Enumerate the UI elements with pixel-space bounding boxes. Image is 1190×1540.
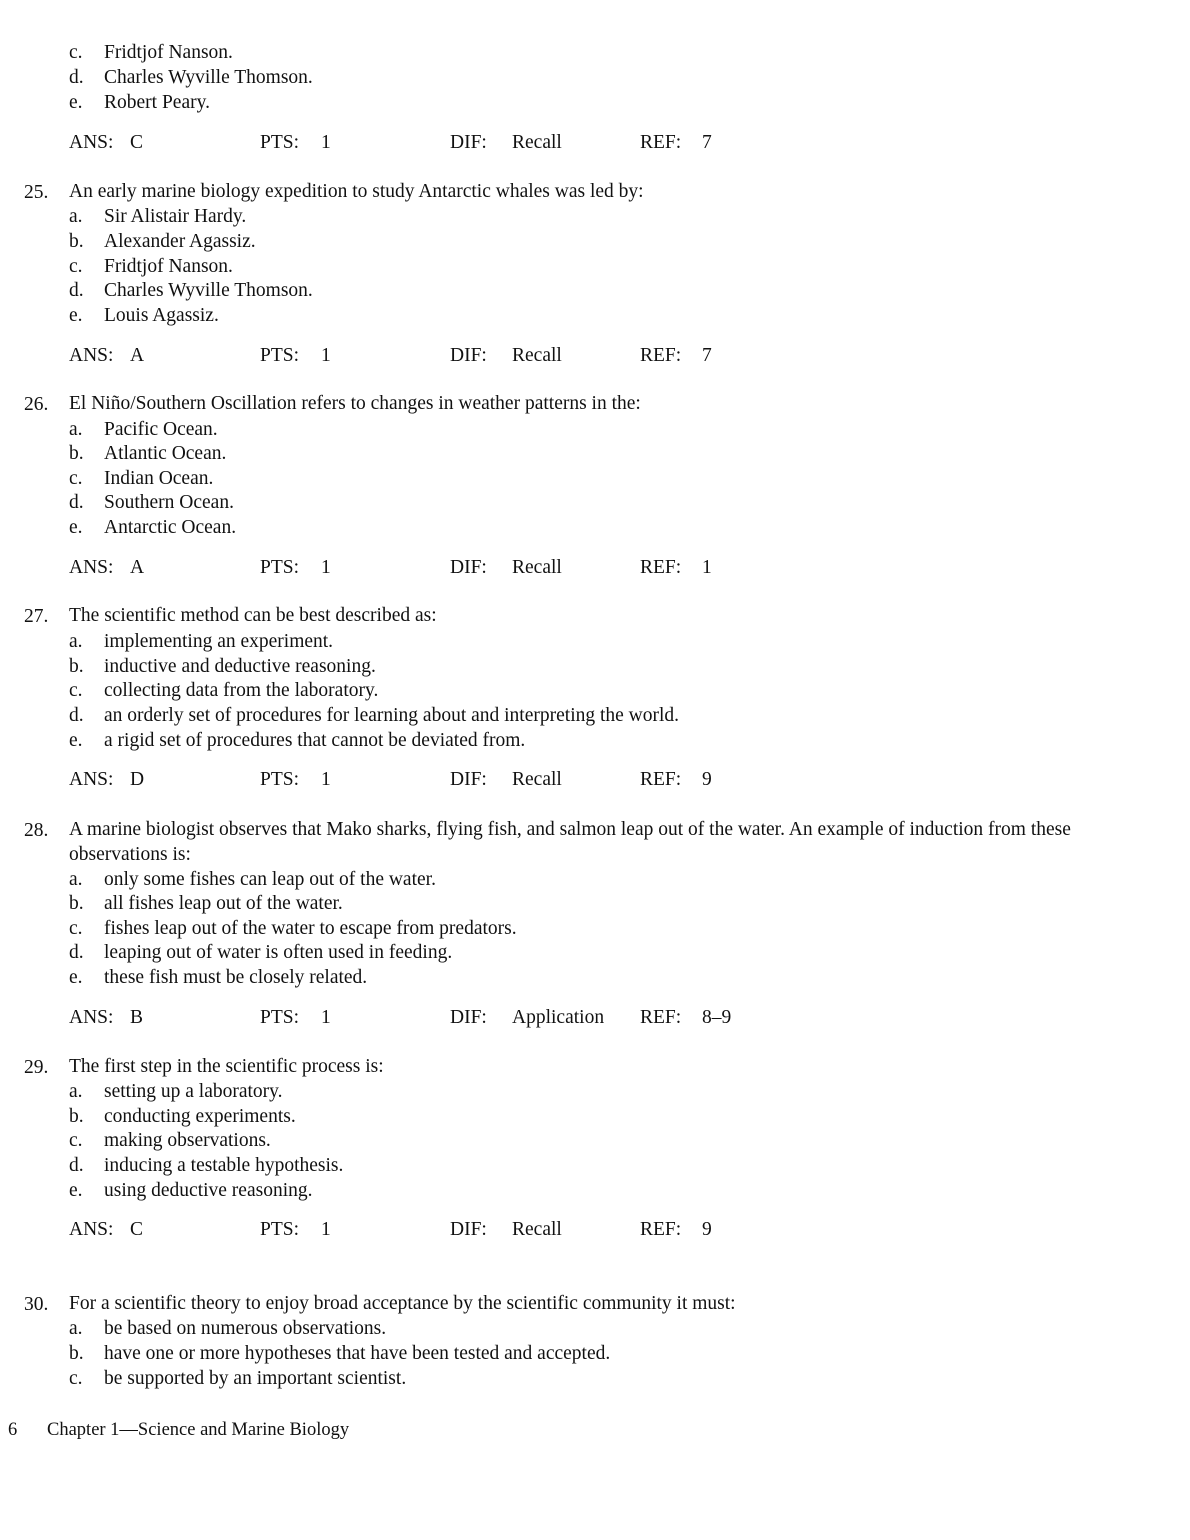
option-text: making observations. [104,1130,271,1151]
option-text: Robert Peary. [104,92,210,113]
option-text: Charles Wyville Thomson. [104,280,313,301]
option-a: a. Sir Alistair Hardy. [69,206,247,227]
difficulty-value: Recall [512,132,562,153]
difficulty-value: Recall [512,557,562,578]
option-d: d. inducing a testable hypothesis. [69,1155,344,1176]
option-text: be supported by an important scientist. [104,1368,407,1389]
option-text: inducing a testable hypothesis. [104,1155,344,1176]
option-e: e. a rigid set of procedures that cannot be deviated from. [69,730,526,751]
difficulty-value: Recall [512,345,562,366]
answer-value: C [130,132,144,153]
option-text: leaping out of water is often used in feeding. [104,942,453,963]
option-text: Fridtjof Nanson. [104,256,233,277]
option-text: inductive and deductive reasoning. [104,656,376,677]
option-text: Sir Alistair Hardy. [104,206,247,227]
points-value: 1 [321,769,331,790]
option-text: Southern Ocean. [104,492,234,513]
chapter-footer: Chapter 1—Science and Marine Biology [47,1420,350,1440]
option-text: Charles Wyville Thomson. [104,67,313,88]
option-b: b. Atlantic Ocean. [69,443,227,464]
option-c: c. collecting data from the laboratory. [69,680,379,701]
option-text: be based on numerous observations. [104,1318,387,1339]
option-b: b. all fishes leap out of the water. [69,893,343,914]
option-d: d. Charles Wyville Thomson. [69,280,313,301]
question-number: 26. [24,394,49,415]
option-text: Atlantic Ocean. [104,443,227,464]
option-a: a. setting up a laboratory. [69,1081,283,1102]
difficulty-value: Recall [512,1219,562,1240]
option-c: c. be supported by an important scientist. [69,1368,407,1389]
option-b: b. conducting experiments. [69,1106,296,1127]
points-value: 1 [321,132,331,153]
option-e: e. using deductive reasoning. [69,1180,313,1201]
page-number: 6 [8,1420,18,1440]
answer-value: C [130,1219,144,1240]
option-c: c. making observations. [69,1130,271,1151]
points-value: 1 [321,1219,331,1240]
option-text: implementing an experiment. [104,631,334,652]
points-value: 1 [321,345,331,366]
option-text: fishes leap out of the water to escape from predators. [104,918,517,939]
option-e: e. Louis Agassiz. [69,305,219,326]
option-text: Indian Ocean. [104,468,214,489]
option-e: e. these fish must be closely related. [69,967,368,988]
reference-value: 9 [702,769,712,790]
points-value: 1 [321,1007,331,1028]
option-text: Louis Agassiz. [104,305,219,326]
option-c: c. fishes leap out of the water to escape from predators. [69,918,517,939]
option-a: a. implementing an experiment. [69,631,334,652]
answer-row: ANS: B PTS: 1 DIF: Application REF: 8–9 [69,1007,732,1028]
option-a: a. Pacific Ocean. [69,419,218,440]
question-number: 27. [24,606,49,627]
option-text: an orderly set of procedures for learning about and interpreting the world. [104,705,680,726]
answer-row: ANS: A PTS: 1 DIF: Recall REF: 7 [69,345,712,366]
question-text: The first step in the scientific process is: [69,1056,384,1077]
reference-value: 8–9 [702,1007,732,1028]
option-b: b. Alexander Agassiz. [69,231,256,252]
option-b: b. inductive and deductive reasoning. [69,656,376,677]
question-number: 28. [24,820,49,841]
question-text: A marine biologist observes that Mako sharks, flying fish, and salmon leap out of the water. An example of induction from these observations is: [69,819,1071,865]
option-text: Alexander Agassiz. [104,231,256,252]
answer-row: ANS: C PTS: 1 DIF: Recall REF: 7 [69,132,712,153]
option-text: a rigid set of procedures that cannot be deviated from. [104,730,526,751]
option-text: using deductive reasoning. [104,1180,313,1201]
question-number: 29. [24,1057,49,1078]
option-text: collecting data from the laboratory. [104,680,379,701]
reference-value: 9 [702,1219,712,1240]
option-d: d. leaping out of water is often used in feeding. [69,942,453,963]
question-number: 30. [24,1294,49,1315]
answer-row: ANS: A PTS: 1 DIF: Recall REF: 1 [69,557,712,578]
option-b: b. have one or more hypotheses that have been tested and accepted. [69,1343,611,1364]
option-text: Fridtjof Nanson. [104,42,233,63]
answer-value: A [130,345,145,366]
answer-value: A [130,557,145,578]
option-e: e. Antarctic Ocean. [69,517,237,538]
question-text: For a scientific theory to enjoy broad acceptance by the scientific community it must: [69,1293,736,1314]
option-c: c. Indian Ocean. [69,468,214,489]
option-c: c. Fridtjof Nanson. [69,42,233,63]
points-value: 1 [321,557,331,578]
option-d: d. Charles Wyville Thomson. [69,67,313,88]
option-text: all fishes leap out of the water. [104,893,343,914]
option-text: have one or more hypotheses that have been tested and accepted. [104,1343,611,1364]
reference-value: 7 [702,345,712,366]
reference-value: 1 [702,557,712,578]
option-text: these fish must be closely related. [104,967,368,988]
option-text: Antarctic Ocean. [104,517,237,538]
difficulty-value: Application [512,1007,605,1028]
option-a: a. only some fishes can leap out of the water. [69,869,436,890]
option-text: setting up a laboratory. [104,1081,283,1102]
option-a: a. be based on numerous observations. [69,1318,387,1339]
option-d: d. Southern Ocean. [69,492,234,513]
reference-value: 7 [702,132,712,153]
answer-value: B [130,1007,144,1028]
option-text: only some fishes can leap out of the water. [104,869,436,890]
option-text: conducting experiments. [104,1106,296,1127]
option-e: e. Robert Peary. [69,92,210,113]
question-text: The scientific method can be best described as: [69,605,437,626]
question-text: El Niño/Southern Oscillation refers to changes in weather patterns in the: [69,393,641,414]
difficulty-value: Recall [512,769,562,790]
question-text: An early marine biology expedition to study Antarctic whales was led by: [69,181,644,202]
answer-row: ANS: C PTS: 1 DIF: Recall REF: 9 [69,1219,712,1240]
question-number: 25. [24,182,49,203]
answer-row: ANS: D PTS: 1 DIF: Recall REF: 9 [69,769,712,790]
option-c: c. Fridtjof Nanson. [69,256,233,277]
answer-value: D [130,769,145,790]
option-text: Pacific Ocean. [104,419,218,440]
option-d: d. an orderly set of procedures for learning about and interpreting the world. [69,705,680,726]
